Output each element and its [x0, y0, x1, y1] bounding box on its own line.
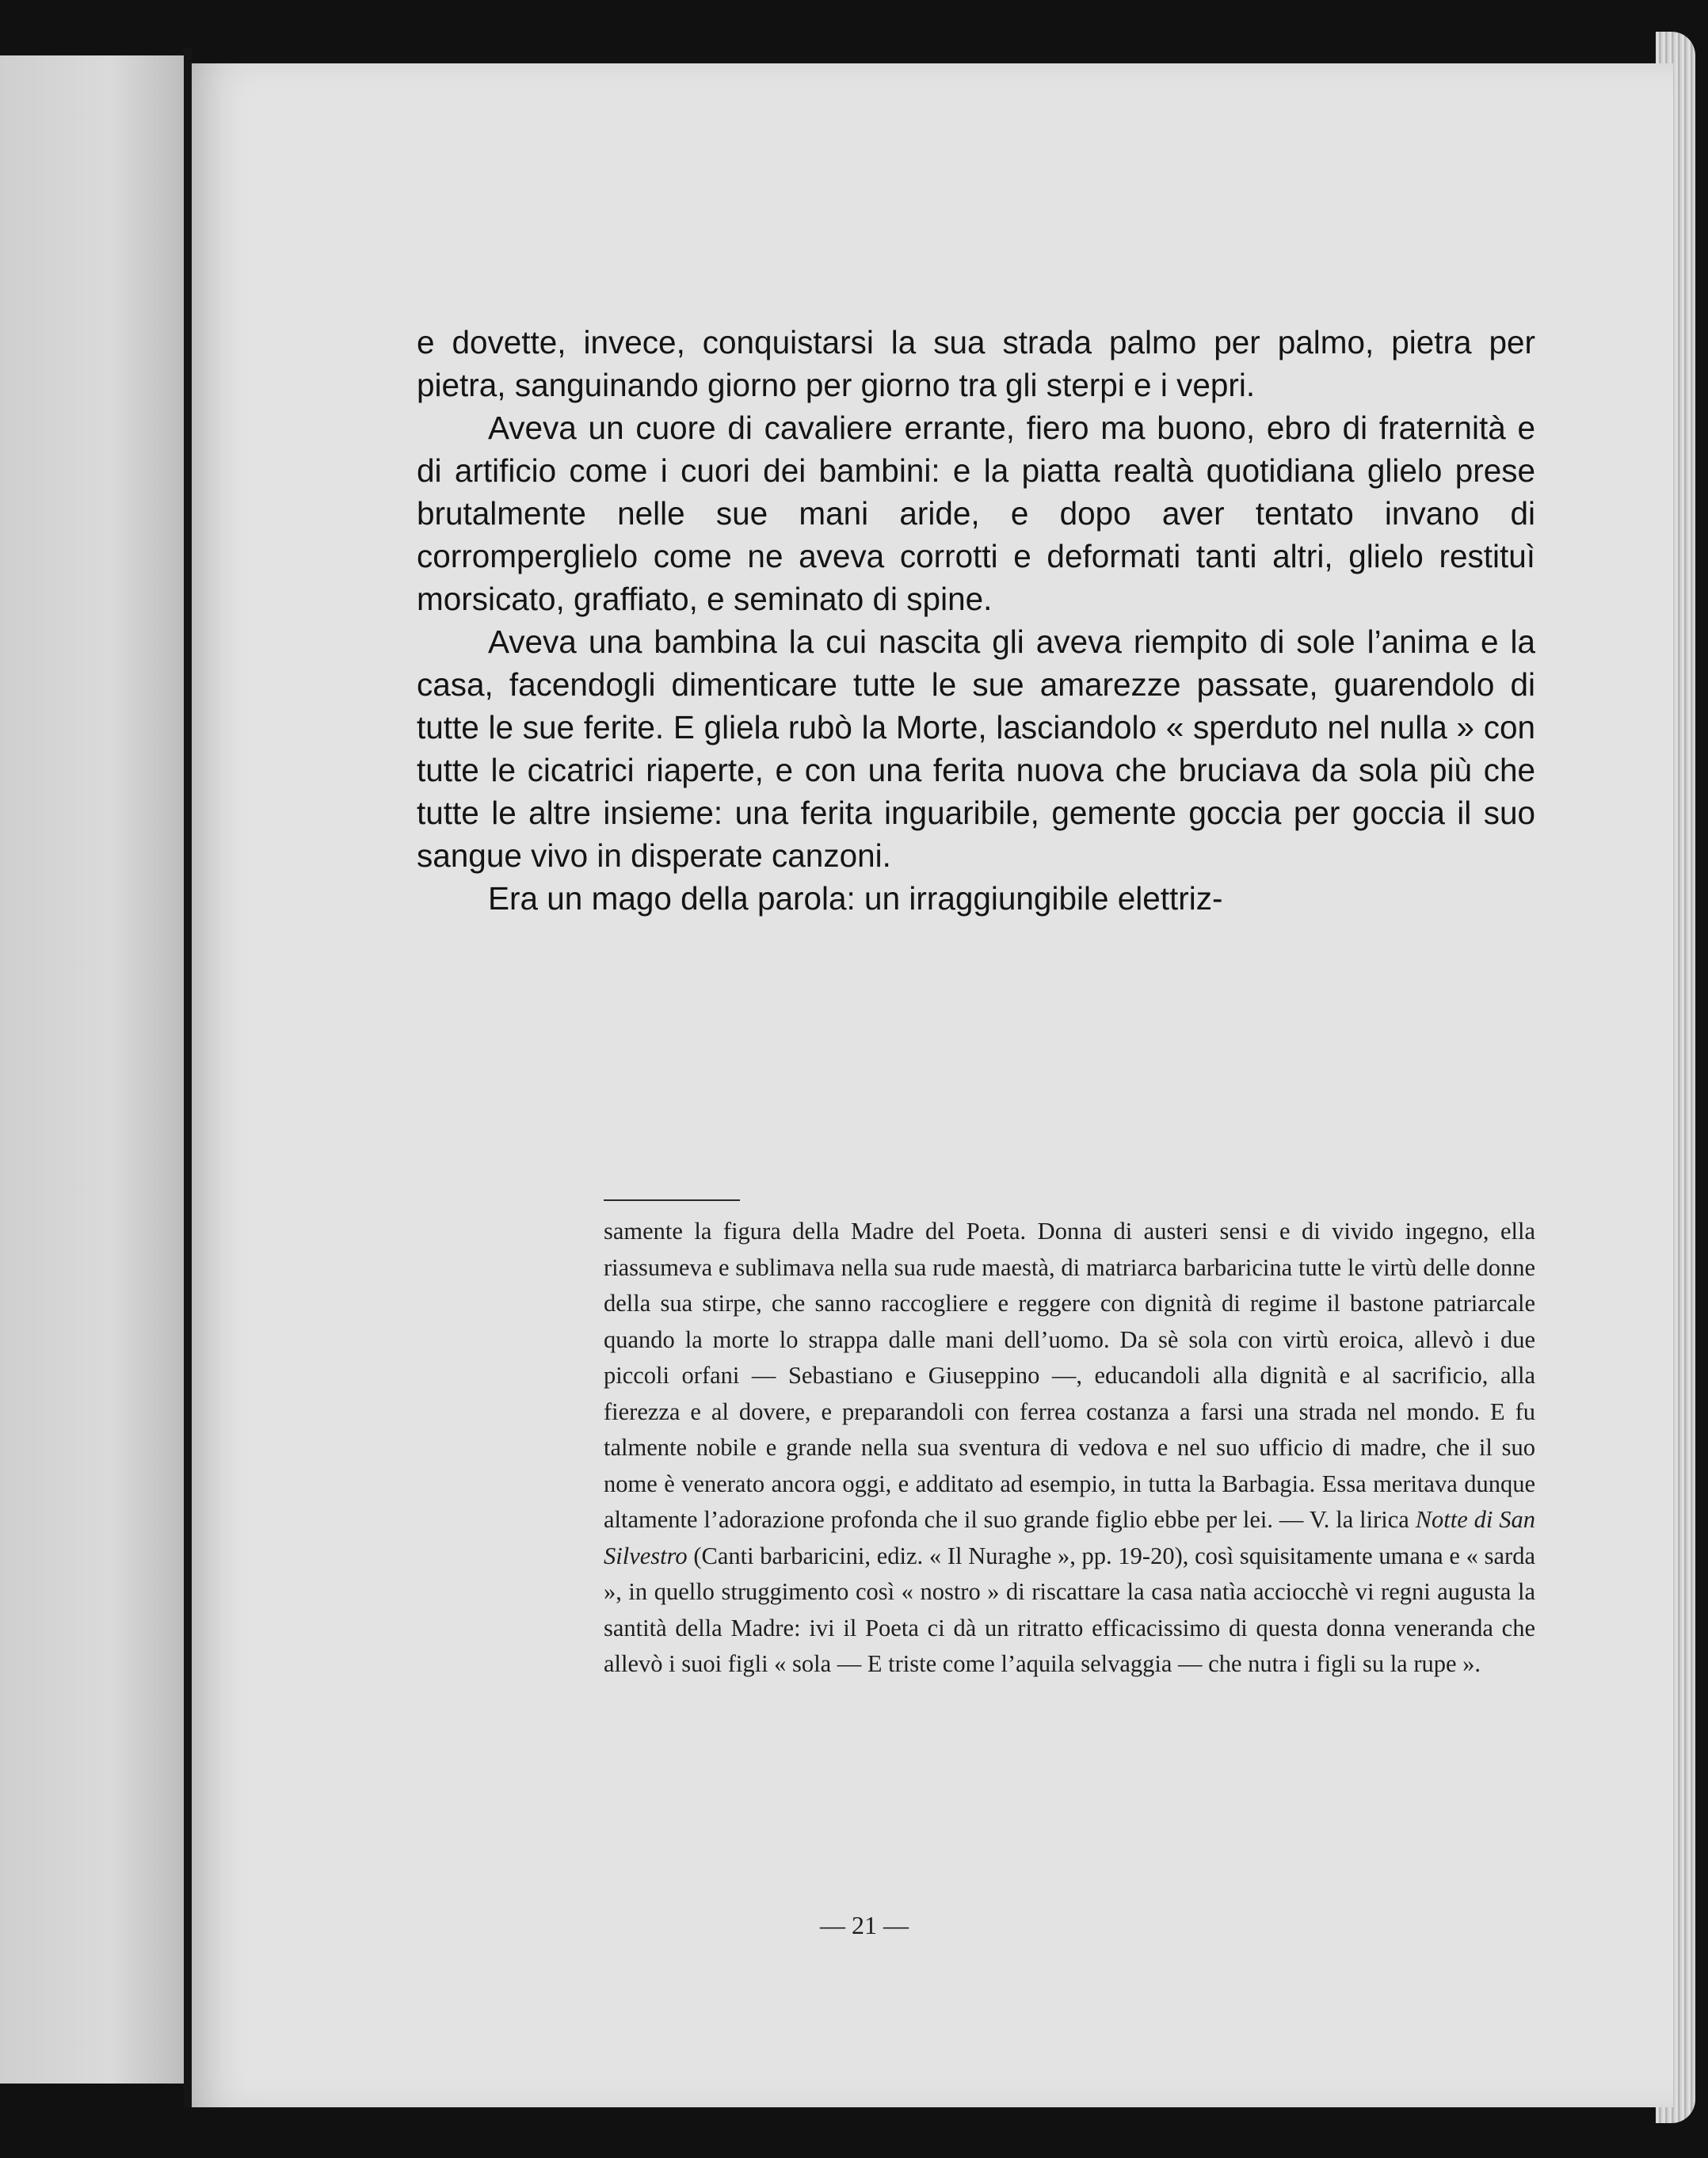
footnote — [604, 1214, 1535, 1683]
right-page — [192, 63, 1673, 2107]
footnote-poem-title: Notte di San Silvestro — [604, 1506, 1535, 1569]
footnote-text-end: (Canti barbaricini, ediz. « Il Nuraghe », pp. 19-20), così squisitamente umana e « sarda », in quello struggimento così « nostro » di riscattare la casa natìa acciocchè vi regni augusta la santità della Madre: ivi il Poeta ci dà un ritratto efficacissimo di questa donna veneranda che allevò i suoi figli « sola — E triste come l’aquila selvaggia — che nutra i figli su la rupe ». — [604, 1542, 1535, 1677]
paragraph-continuation: e dovette, invece, conquistarsi la sua strada palmo per palmo, pietra per pietra, sanguinando giorno per giorno tra gli sterpi e i vepri. — [417, 324, 1535, 403]
page-number: — 21 — — [820, 1911, 909, 1939]
left-page-edge — [0, 55, 189, 2084]
book-spine — [184, 48, 192, 2107]
paragraph-bambina: Aveva una bambina la cui nascita gli aveva riempito di sole l’anima e la casa, facendogli dimenticare tutte le sue amarezze passate, guarendolo di tutte le sue ferite. E gliela rubò la Morte, lasciandolo « sperduto nel nulla » con tutte le cicatrici riaperte, e con una ferita nuova che bruciava da sola più che tutte le altre insieme: una ferita inguaribile, gemente goccia per goccia il suo sangue vivo in disperate canzoni. — [417, 623, 1535, 874]
main-text — [417, 321, 1535, 920]
paragraph-cuore: Aveva un cuore di cavaliere errante, fiero ma buono, ebro di fraternità e di artificio come i cuori dei bambini: e la piatta realtà quotidiana glielo prese brutalmente nelle sue mani aride, e dopo aver tentato invano di corromperglielo come ne aveva corrotti e deformati tanti altri, glielo restituì morsicato, graffiato, e seminato di spine. — [417, 410, 1535, 617]
footnote-text-start: samente la figura della Madre del Poeta. Donna di austeri sensi e di vivido ingegno, ella riassumeva e sublimava nella sua rude maestà, di matriarca barbaricina tutte le virtù delle donne della sua stirpe, che sanno raccogliere e reggere con dignità di regime il bastone patriarcale quando la morte lo strappa dalle mani dell’uomo. Da sè sola con virtù eroica, allevò i due piccoli orfani — Sebastiano e Giuseppino —, educandoli alla dignità e al sacrificio, alla fierezza e al dovere, e preparandoli con ferrea costanza a farsi una strada nel mondo. E fu talmente nobile e grande nella sua sventura di vedova e nel suo ufficio di madre, che il suo nome è venerato ancora oggi, e additato ad esempio, in tutta la Barbagia. Essa meritava dunque altamente l’adorazione profonda che il suo grande figlio ebbe per lei. — V. la lirica — [604, 1218, 1535, 1533]
footnote-separator — [604, 1199, 740, 1201]
paragraph-mago: Era un mago della parola: un irraggiungibile elettriz- — [488, 880, 1223, 917]
